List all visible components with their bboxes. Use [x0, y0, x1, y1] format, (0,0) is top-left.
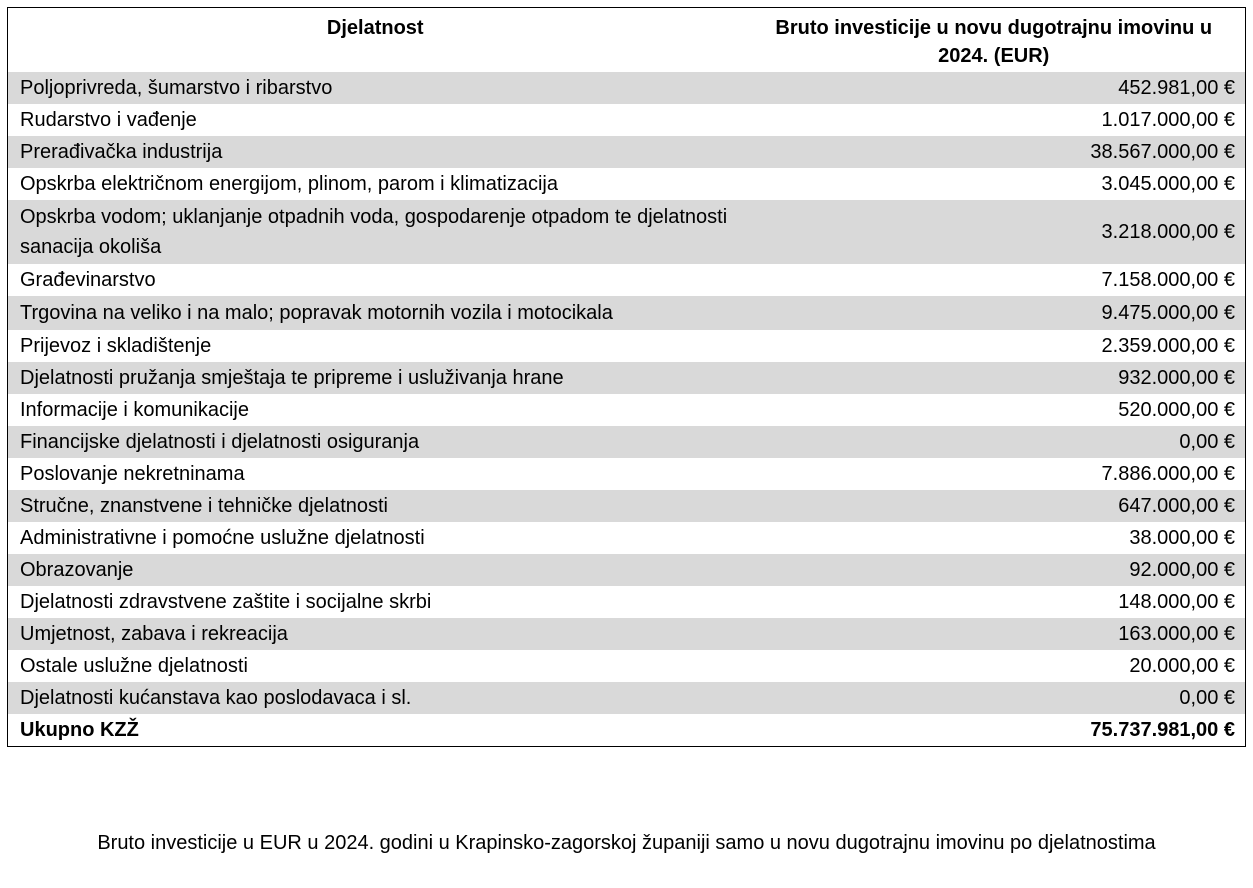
activity-cell: Ostale uslužne djelatnosti	[8, 650, 743, 682]
activity-cell: Opskrba vodom; uklanjanje otpadnih voda, gospodarenje otpadom te djelatnosti sanacija okoliša	[8, 200, 743, 264]
table-row	[8, 136, 1246, 168]
table-row	[8, 200, 1246, 264]
investment-value-cell: 38.000,00 €	[743, 522, 1246, 554]
activity-cell: Djelatnosti kućanstava kao poslodavaca i sl.	[8, 682, 743, 714]
activity-cell: Građevinarstvo	[8, 264, 743, 296]
table-row	[8, 168, 1246, 200]
investment-value-cell: 148.000,00 €	[743, 586, 1246, 618]
activity-cell: Financijske djelatnosti i djelatnosti osiguranja	[8, 426, 743, 458]
investment-value-cell: 92.000,00 €	[743, 554, 1246, 586]
activity-cell: Prijevoz i skladištenje	[8, 330, 743, 362]
header-investment: Bruto investicije u novu dugotrajnu imovinu u 2024. (EUR)	[743, 8, 1246, 73]
investment-value-cell: 7.886.000,00 €	[743, 458, 1246, 490]
table-row	[8, 682, 1246, 714]
table-row	[8, 362, 1246, 394]
table-header	[8, 8, 1246, 73]
table-caption: Bruto investicije u EUR u 2024. godini u Krapinsko-zagorskoj županiji samo u novu dugotrajnu imovinu po djelatnostima	[97, 832, 1156, 854]
activity-cell: Umjetnost, zabava i rekreacija	[8, 618, 743, 650]
activity-cell: Poljoprivreda, šumarstvo i ribarstvo	[8, 72, 743, 104]
investment-value-cell: 452.981,00 €	[743, 72, 1246, 104]
total-value: 75.737.981,00 €	[743, 714, 1246, 747]
header-row	[8, 8, 1246, 73]
activity-cell: Poslovanje nekretninama	[8, 458, 743, 490]
table-row	[8, 554, 1246, 586]
activity-cell: Prerađivačka industrija	[8, 136, 743, 168]
table-footer	[8, 714, 1246, 747]
table-row	[8, 586, 1246, 618]
investment-value-cell: 0,00 €	[743, 682, 1246, 714]
investment-value-cell: 932.000,00 €	[743, 362, 1246, 394]
table-row	[8, 296, 1246, 330]
table-row	[8, 650, 1246, 682]
table-row	[8, 458, 1246, 490]
activity-cell: Opskrba električnom energijom, plinom, parom i klimatizacija	[8, 168, 743, 200]
activity-cell: Obrazovanje	[8, 554, 743, 586]
activity-cell: Stručne, znanstvene i tehničke djelatnosti	[8, 490, 743, 522]
table-body	[8, 72, 1246, 714]
table-row	[8, 618, 1246, 650]
table-row	[8, 104, 1246, 136]
investment-value-cell: 38.567.000,00 €	[743, 136, 1246, 168]
activity-cell: Rudarstvo i vađenje	[8, 104, 743, 136]
table-row	[8, 490, 1246, 522]
activity-cell: Informacije i komunikacije	[8, 394, 743, 426]
total-row	[8, 714, 1246, 747]
investment-value-cell: 0,00 €	[743, 426, 1246, 458]
header-activity: Djelatnost	[8, 8, 743, 73]
investment-value-cell: 9.475.000,00 €	[743, 296, 1246, 330]
investment-value-cell: 7.158.000,00 €	[743, 264, 1246, 296]
investment-value-cell: 3.045.000,00 €	[743, 168, 1246, 200]
investment-value-cell: 1.017.000,00 €	[743, 104, 1246, 136]
investment-value-cell: 163.000,00 €	[743, 618, 1246, 650]
table-row	[8, 330, 1246, 362]
investment-value-cell: 20.000,00 €	[743, 650, 1246, 682]
investment-table	[7, 7, 1246, 747]
activity-cell: Trgovina na veliko i na malo; popravak motornih vozila i motocikala	[8, 296, 743, 330]
investment-value-cell: 3.218.000,00 €	[743, 200, 1246, 264]
investment-value-cell: 520.000,00 €	[743, 394, 1246, 426]
table-row	[8, 522, 1246, 554]
activity-cell: Djelatnosti zdravstvene zaštite i socijalne skrbi	[8, 586, 743, 618]
activity-cell: Administrativne i pomoćne uslužne djelatnosti	[8, 522, 743, 554]
table-row	[8, 72, 1246, 104]
investment-value-cell: 647.000,00 €	[743, 490, 1246, 522]
table-row	[8, 394, 1246, 426]
table-row	[8, 264, 1246, 296]
investment-value-cell: 2.359.000,00 €	[743, 330, 1246, 362]
activity-cell: Djelatnosti pružanja smještaja te pripreme i usluživanja hrane	[8, 362, 743, 394]
table-row	[8, 426, 1246, 458]
total-label: Ukupno KZŽ	[8, 714, 743, 747]
